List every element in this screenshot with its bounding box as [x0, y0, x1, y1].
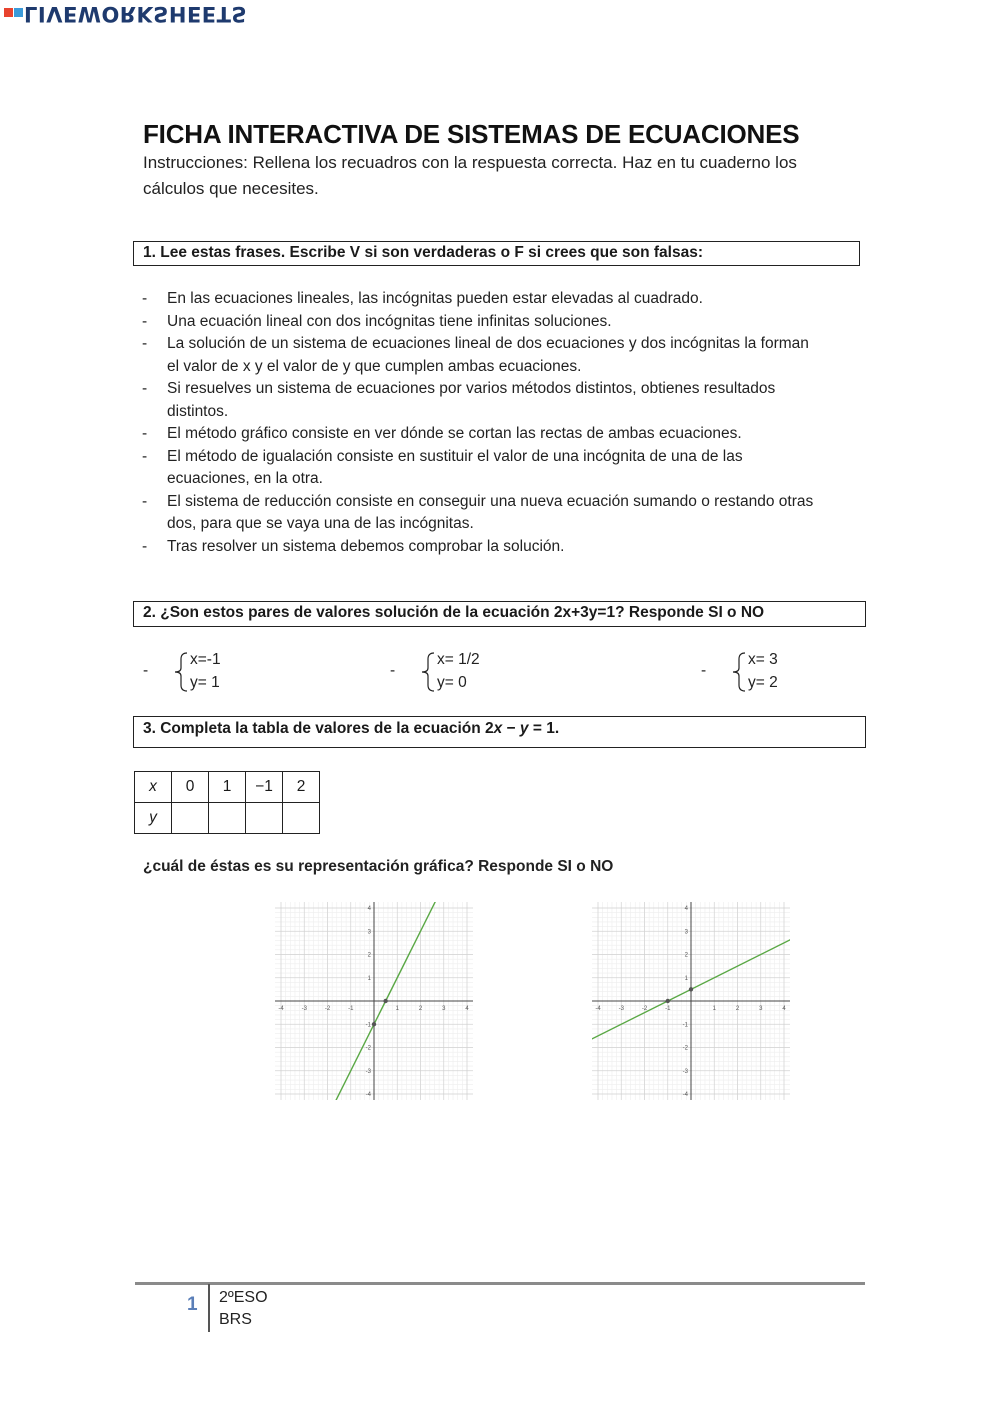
x-tick-label: -1	[348, 1006, 354, 1012]
x-tick-label: 3	[442, 1006, 446, 1012]
graph-question: ¿cuál de éstas es su representación gráfica? Responde SI o NO	[143, 858, 614, 875]
y-tick-label: 4	[367, 906, 371, 912]
x-tick-label: -2	[324, 1006, 331, 1012]
footer-info	[219, 1287, 268, 1331]
data-point	[372, 1022, 376, 1026]
x-tick-label: -3	[618, 1006, 624, 1012]
x-cell: 2	[283, 772, 320, 803]
x-tick-label: 4	[465, 1006, 469, 1012]
logo-text: LIVEWORKSHEETS	[24, 2, 248, 26]
pair-y-value: y= 1	[190, 673, 220, 691]
list-item: - Tras resolver un sistema debemos comprobar la solución.	[142, 536, 822, 559]
y-answer-box[interactable]	[283, 803, 320, 834]
pair-y-value: y= 0	[437, 673, 467, 691]
y-tick-label: -1	[682, 1022, 688, 1029]
x-tick-label: -2	[641, 1006, 648, 1012]
y-tick-label: -4	[365, 1092, 371, 1098]
section2-heading: 2. ¿Son estos pares de valores solución de la ecuación 2x+3y=1? Responde SI o NO	[143, 604, 765, 621]
y-tick-label: 1	[367, 975, 371, 982]
x-tick-label: -4	[278, 1006, 284, 1012]
table-row	[135, 772, 320, 803]
x-tick-label: -3	[301, 1006, 307, 1012]
x-tick-label: -4	[595, 1006, 601, 1012]
logo-square-icon	[14, 9, 23, 18]
section3-heading-box	[133, 716, 866, 748]
values-table	[134, 771, 320, 834]
section3-heading: 3. Completa la tabla de valores de la ecuación 2x − y = 1.	[143, 720, 560, 737]
brace-icon	[420, 649, 436, 695]
x-tick-label: -1	[665, 1006, 671, 1012]
y-tick-label: -2	[365, 1045, 371, 1052]
x-tick-label: 4	[782, 1006, 786, 1012]
row-y-label: y	[135, 803, 172, 834]
y-tick-label: 2	[367, 952, 371, 959]
section1-heading: 1. Lee estas frases. Escribe V si son verdaderas o F si crees que son falsas:	[143, 244, 704, 261]
list-item: - En las ecuaciones lineales, las incógnitas pueden estar elevadas al cuadrado.	[142, 288, 822, 311]
pair-y-value: y= 2	[748, 673, 778, 691]
y-tick-label: -3	[365, 1068, 371, 1075]
list-item: - Si resuelves un sistema de ecuaciones por varios métodos distintos, obtienes resultados distintos.	[142, 378, 822, 423]
brace-icon	[173, 649, 189, 695]
x-tick-label: 2	[735, 1006, 740, 1012]
list-item: - Una ecuación lineal con dos incógnitas tiene infinitas soluciones.	[142, 311, 822, 334]
value-pair-2: - x= 1/2 y= 0	[390, 649, 510, 695]
row-x-label: x	[135, 772, 172, 803]
page-number: 1	[187, 1294, 198, 1315]
x-cell: −1	[246, 772, 283, 803]
list-item: - El método gráfico consiste en ver dónde se cortan las rectas de ambas ecuaciones.	[142, 423, 822, 446]
list-item: - El sistema de reducción consiste en conseguir una nueva ecuación sumando o restando otras dos, para que se vaya una de las incógnitas.	[142, 491, 822, 536]
logo-square-icon	[4, 9, 13, 18]
x-tick-label: 2	[418, 1006, 423, 1012]
footer-author: BRS	[219, 1311, 252, 1328]
value-pair-3: - x= 3 y= 2	[701, 649, 821, 695]
footer-course: 2ºESO	[219, 1289, 268, 1306]
section2-heading-box	[133, 601, 866, 627]
list-item: - La solución de un sistema de ecuaciones lineal de dos ecuaciones y dos incógnitas la forman el valor de x y el valor de y que cumplen ambas ecuaciones.	[142, 333, 822, 378]
y-answer-box[interactable]	[172, 803, 209, 834]
table-row	[135, 803, 320, 834]
x-cell: 1	[209, 772, 246, 803]
y-tick-label: 3	[367, 929, 371, 936]
y-answer-box[interactable]	[209, 803, 246, 834]
x-tick-label: 1	[712, 1006, 716, 1012]
pair-x-value: x=-1	[190, 651, 221, 668]
graph-option-2	[592, 902, 790, 1100]
y-tick-label: -2	[682, 1045, 688, 1052]
graph-option-1	[275, 902, 473, 1100]
y-tick-label: -4	[682, 1092, 688, 1098]
y-tick-label: 3	[684, 929, 688, 936]
y-tick-label: -1	[365, 1022, 371, 1029]
y-answer-box[interactable]	[246, 803, 283, 834]
value-pair-1: - x=-1 y= 1	[143, 649, 263, 695]
brace-icon	[731, 649, 747, 695]
x-tick-label: 3	[759, 1006, 763, 1012]
instructions: Instrucciones: Rellena los recuadros con la respuesta correcta. Haz en tu cuaderno los cálculos que necesites.	[143, 153, 797, 198]
section1-heading-box	[133, 241, 860, 266]
list-item: - El método de igualación consiste en sustituir el valor de una incógnita de una de las ecuaciones, en la otra.	[142, 446, 822, 491]
footer-divider	[135, 1282, 865, 1285]
y-tick-label: 4	[684, 906, 688, 912]
footer-separator	[208, 1284, 210, 1332]
statements-list	[142, 288, 822, 558]
pair-x-value: x= 3	[748, 651, 778, 668]
y-tick-label: 1	[684, 975, 688, 982]
y-tick-label: -3	[682, 1068, 688, 1075]
liveworksheets-logo	[4, 2, 247, 26]
data-point	[383, 999, 387, 1003]
x-tick-label: 1	[395, 1006, 399, 1012]
x-cell: 0	[172, 772, 209, 803]
data-point	[666, 999, 670, 1003]
page-title: FICHA INTERACTIVA DE SISTEMAS DE ECUACIONES	[143, 119, 800, 149]
data-point	[689, 987, 693, 991]
y-tick-label: 2	[684, 952, 688, 959]
pair-x-value: x= 1/2	[437, 651, 480, 668]
